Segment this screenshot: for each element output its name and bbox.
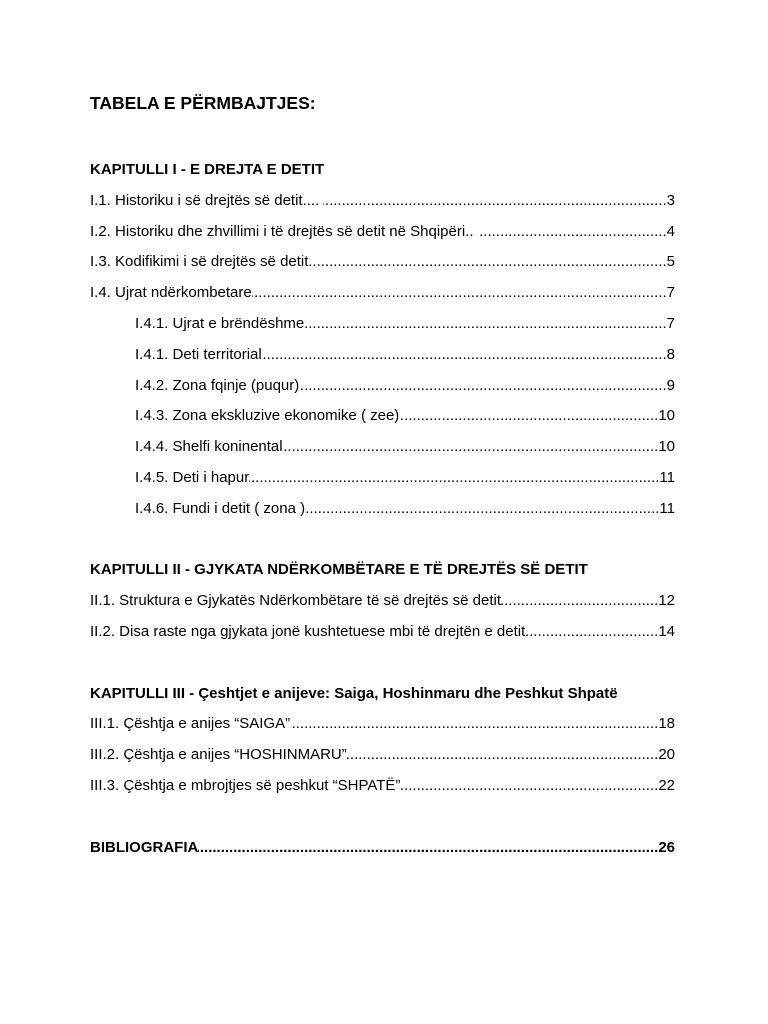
dot-leader bbox=[290, 709, 658, 740]
dot-leader bbox=[262, 340, 667, 371]
toc-entry-page-number: 22 bbox=[658, 776, 675, 794]
toc-entry bbox=[90, 278, 675, 309]
dot-leader bbox=[252, 278, 667, 309]
toc-subentry-label: I.4.1. Deti territorial bbox=[135, 345, 262, 363]
chapter-section bbox=[90, 155, 675, 525]
chapter-section bbox=[90, 679, 675, 802]
dot-leader bbox=[198, 833, 658, 864]
toc-entry-page-number: 7 bbox=[666, 284, 675, 302]
toc-entry-page-number: 4 bbox=[666, 222, 675, 240]
toc-title: TABELA E PËRMBAJTJES: bbox=[90, 93, 316, 113]
toc-entry-label: II.1. Struktura e Gjykatës Ndërkombëtare të së drejtës së detit bbox=[90, 592, 502, 610]
toc-subentry bbox=[90, 494, 675, 525]
toc-entry-label: I.1. Historiku i së drejtës së detit.... bbox=[90, 191, 324, 209]
toc-subentry-page-number: 11 bbox=[659, 468, 675, 486]
toc-subentry-page-number: 10 bbox=[658, 438, 675, 456]
toc-entry-page-number: 12 bbox=[658, 592, 675, 610]
dot-leader bbox=[478, 217, 667, 248]
toc-subentry bbox=[90, 463, 675, 494]
toc-entry-label: III.3. Çështja e mbrojtjes së peshkut “SHPATË” bbox=[90, 776, 401, 794]
dot-leader bbox=[501, 586, 658, 617]
dot-leader bbox=[308, 247, 666, 278]
toc-entry bbox=[90, 771, 675, 802]
toc-entry bbox=[90, 709, 675, 740]
toc-subentry-page-number: 9 bbox=[666, 376, 675, 394]
toc-entry bbox=[90, 586, 675, 617]
toc-entry bbox=[90, 186, 675, 217]
toc-entry bbox=[90, 247, 675, 278]
toc-entry-page-number: 20 bbox=[658, 746, 675, 764]
toc-entry-label: II.2. Disa raste nga gjykata jonë kushtetuese mbi të drejtën e detit bbox=[90, 622, 526, 640]
toc-subentry-label: I.4.1. Ujrat e brëndëshme bbox=[135, 314, 305, 332]
toc-subentry-page-number: 8 bbox=[666, 345, 675, 363]
toc-entry-label: III.1. Çështja e anijes “SAIGA” bbox=[90, 715, 291, 733]
bibliography-label: BIBLIOGRAFIA bbox=[90, 838, 199, 856]
dot-leader bbox=[299, 371, 666, 402]
toc-subentry-label: I.4.4. Shelfi koninental bbox=[135, 438, 283, 456]
bibliography-page-number: 26 bbox=[658, 838, 675, 856]
toc-subentry bbox=[90, 340, 675, 371]
toc-entry-label: III.2. Çështja e anijes “HOSHINMARU” bbox=[90, 746, 347, 764]
table-of-contents bbox=[90, 88, 675, 863]
toc-entry-page-number: 3 bbox=[666, 191, 675, 209]
bibliography-entry bbox=[90, 833, 675, 864]
chapter-heading: KAPITULLI III - Çeshtjet e anijeve: Saiga, Hoshinmaru dhe Peshkut Shpatë bbox=[90, 684, 618, 702]
dot-leader bbox=[400, 771, 658, 802]
toc-entry-label: I.2. Historiku dhe zhvillimi i të drejtës së detit në Shqipëri.. bbox=[90, 222, 478, 240]
dot-leader bbox=[305, 494, 659, 525]
toc-subentry-label: I.4.2. Zona fqinje (puqur) bbox=[135, 376, 300, 394]
toc-subentry bbox=[90, 371, 675, 402]
toc-entry-page-number: 18 bbox=[658, 715, 675, 733]
toc-subentry bbox=[90, 432, 675, 463]
dot-leader bbox=[399, 401, 658, 432]
toc-subentry-label: I.4.5. Deti i hapur bbox=[135, 468, 250, 486]
toc-entry-page-number: 5 bbox=[666, 253, 675, 271]
dot-leader bbox=[347, 740, 659, 771]
toc-subentry bbox=[90, 401, 675, 432]
dot-leader bbox=[525, 617, 658, 648]
dot-leader bbox=[249, 463, 659, 494]
toc-subentry-label: I.4.6. Fundi i detit ( zona ) bbox=[135, 499, 306, 517]
toc-subentry-page-number: 7 bbox=[666, 314, 675, 332]
toc-entry bbox=[90, 740, 675, 771]
toc-entry bbox=[90, 217, 675, 248]
toc-subentry-page-number: 11 bbox=[659, 499, 675, 517]
toc-entry-page-number: 14 bbox=[658, 622, 675, 640]
dot-leader bbox=[304, 309, 666, 340]
chapter-heading: KAPITULLI II - GJYKATA NDËRKOMBËTARE E TË DREJTËS SË DETIT bbox=[90, 561, 588, 579]
dot-leader bbox=[283, 432, 659, 463]
chapter-heading: KAPITULLI I - E DREJTA E DETIT bbox=[90, 161, 325, 178]
toc-entry-label: I.3. Kodifikimi i së drejtës së detit bbox=[90, 253, 309, 271]
toc-entry-label: I.4. Ujrat ndërkombetare bbox=[90, 284, 252, 302]
chapter-section bbox=[90, 555, 675, 647]
toc-subentry-page-number: 10 bbox=[658, 407, 675, 425]
toc-subentry bbox=[90, 309, 675, 340]
toc-subentry-label: I.4.3. Zona ekskluzive ekonomike ( zee) bbox=[135, 407, 400, 425]
dot-leader bbox=[323, 186, 666, 217]
toc-entry bbox=[90, 617, 675, 648]
